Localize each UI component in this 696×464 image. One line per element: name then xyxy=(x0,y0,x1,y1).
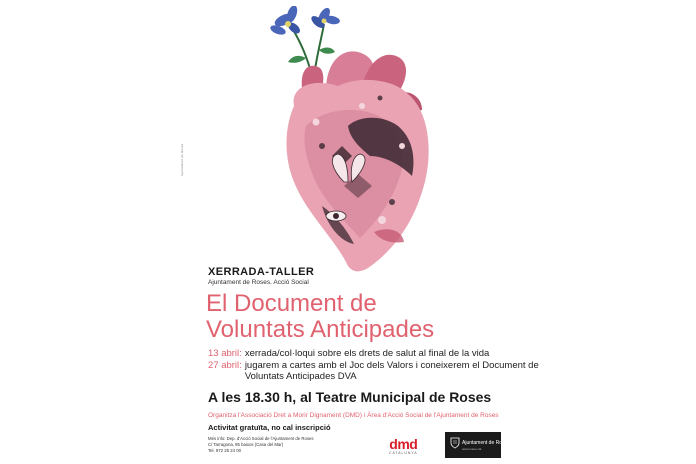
blue-flower-right xyxy=(309,6,340,30)
session-item xyxy=(208,360,545,383)
illustration-credit: Ajuntament de Roses xyxy=(180,143,184,176)
session-list xyxy=(208,348,545,383)
roses-logo-web: www.roses.cat xyxy=(462,447,482,451)
free-activity-note: Activitat gratuïta, no cal inscripció xyxy=(208,423,331,432)
ajuntament-roses-logo xyxy=(445,432,510,458)
event-kicker-sub: Ajuntament de Roses. Acció Social xyxy=(208,279,309,286)
anatomical-heart-illustration xyxy=(262,6,444,276)
session-date: 27 abril: xyxy=(208,359,242,371)
dmd-logo-sub: CATALUNYA xyxy=(389,451,418,455)
title-line-1: El Document de xyxy=(206,290,377,317)
contact-line: C/ Tarragona, 85 baixos (Casa del Mar) xyxy=(208,442,284,447)
roses-logo-name: Ajuntament de Roses xyxy=(462,440,510,446)
session-text: jugarem a cartes amb el Joc dels Valors i coneixerem el Document de Voluntats Anticipades DVA xyxy=(244,359,539,382)
eye-motif xyxy=(326,211,346,221)
organizer-line: Organitza l'Associació Dret a Morir Dignament (DMD) i Àrea d'Acció Social de l'Ajuntament de Roses xyxy=(208,412,499,419)
shield-icon xyxy=(450,437,460,449)
session-date: 13 abril: xyxy=(208,348,242,359)
dmd-logo-mark: dmd xyxy=(389,436,418,452)
session-item xyxy=(208,348,545,360)
contact-line: Més info: Dep. d'Acció Social de l'Ajuntament de Roses xyxy=(208,436,314,441)
title-line-2: Voluntats Anticipades xyxy=(206,316,435,343)
page-title xyxy=(206,291,434,343)
blue-flower-left xyxy=(269,6,302,36)
dmd-logo xyxy=(389,438,418,455)
session-text: xerrada/col·loqui sobre els drets de salut al final de la vida xyxy=(244,348,490,359)
event-time-place: A les 18.30 h, al Teatre Municipal de Roses xyxy=(208,389,492,405)
contact-line: Tel. 972 25 24 00 xyxy=(208,448,241,453)
contact-info xyxy=(208,436,314,454)
event-kicker: XERRADA-TALLER xyxy=(208,266,315,278)
